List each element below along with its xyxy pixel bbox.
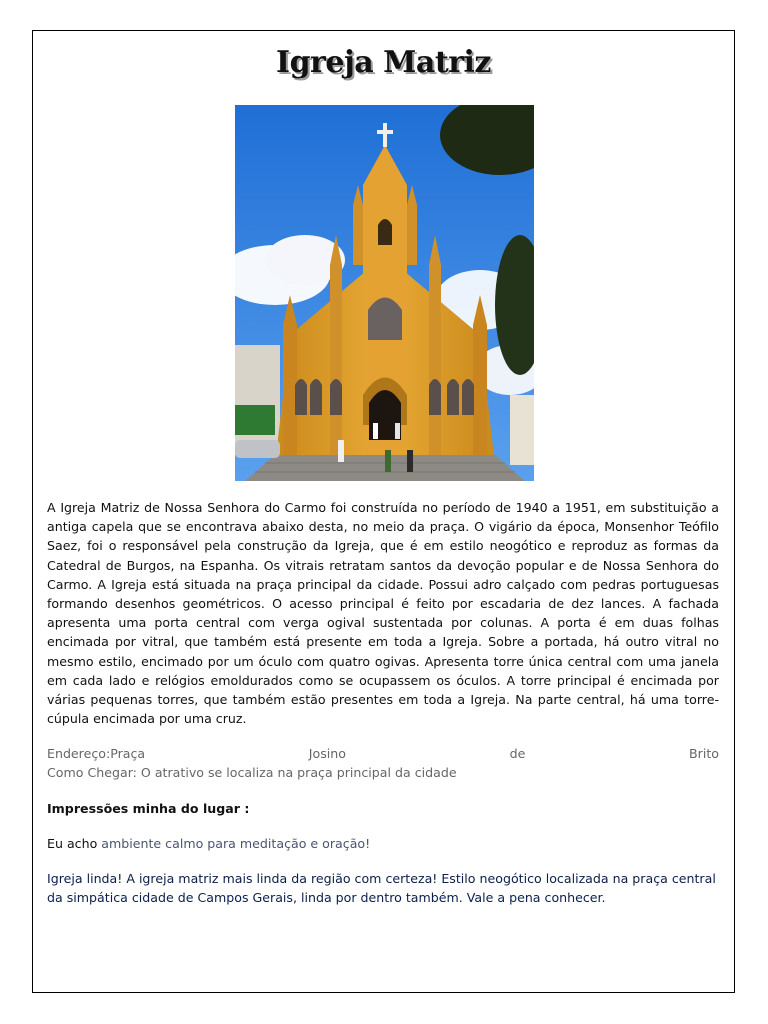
opinion-line: [47, 834, 719, 853]
address-line: [47, 744, 719, 763]
how-to-get: Como Chegar: O atrativo se localiza na praça principal da cidade: [47, 765, 457, 781]
impressions-heading: Impressões minha do lugar :: [47, 801, 250, 816]
document-page: [32, 30, 735, 993]
church-photo: [235, 105, 534, 481]
address-word: Josino: [308, 746, 346, 761]
opinion-highlight: ambiente calmo para meditação e oração!: [101, 836, 371, 851]
church-description: A Igreja Matriz de Nossa Senhora do Carmo foi construída no período de 1940 a 1951, em substituição a antiga capela que se encontrava abaixo desta, no meio da praça. O vigário da época, Monsenhor Teófilo Saez, foi o responsável pela construção da Igreja, que é em estilo neogótico e reproduz as formas da Catedral de Burgos, na Espanha. Os vitrais retratam santos da devoção popular e de Nossa Senhora do Carmo. A Igreja está situada na praça principal da cidade. Possui adro calçado com pedras portuguesas formando desenhos geométricos. O acesso principal é feito por escadaria de dez lances. A fachada apresenta uma porta central com verga ogival sustentada por colunas. A porta é em duas folhas encimada por vitral, que também está presente em toda a Igreja. Sobre a portada, há outro vitral no mesmo estilo, encimado por um óculo com quatro ogivas. Apresenta torre única central com uma janela em cada lado e relógios emoldurados como se ocupassem os óculos. A torre principal é encimada por várias pequenas torres, que também estão presentes em toda a Igreja. Na parte central, há uma torre-cúpula encimada por uma cruz.: [47, 500, 719, 727]
opinion-prefix: Eu acho: [47, 836, 102, 851]
address-word: Brito: [689, 746, 719, 761]
address-word: Endereço:Praça: [47, 746, 146, 761]
address-word: de: [509, 746, 526, 761]
page-title: Igreja Matriz: [276, 45, 491, 80]
review-text: Igreja linda! A igreja matriz mais linda da região com certeza! Estilo neogótico localizada na praça central da simpática cidade de Campos Gerais, linda por dentro também. Vale a pena conhecer.: [47, 871, 716, 906]
address-block: [47, 744, 719, 782]
